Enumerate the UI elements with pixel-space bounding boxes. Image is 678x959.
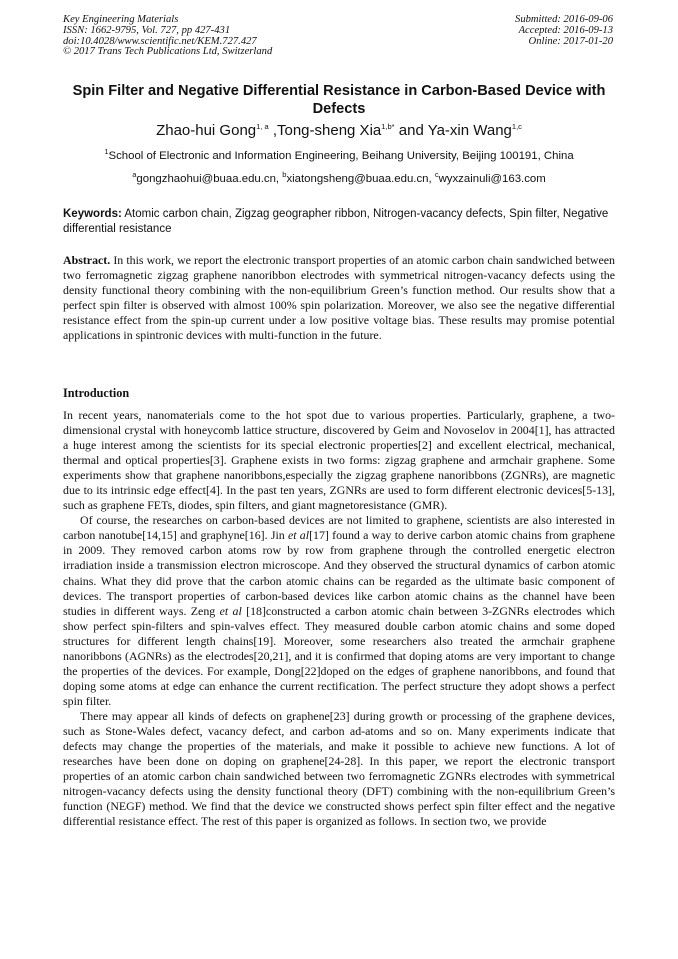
issn-line: ISSN: 1662-9795, Vol. 727, pp 427-431 [63, 24, 231, 36]
author-name: Ya-xin Wang [427, 122, 512, 139]
paper-title: Spin Filter and Negative Differential Resistance in Carbon-Based Device with Defects [72, 83, 606, 117]
keywords-label: Keywords: [63, 208, 122, 220]
paragraph: There may appear all kinds of defects on graphene[23] during growth or processing of the graphene devices, such as Stone-Wales defect, vacancy defect, and carbon ad-atoms and so on. Many experiments indicate that defects may change the properties of the materials, and make it possible to achieve new functions. A lot of researches have been done on doping on graphene[24-28]. In this paper, we report the electronic transport properties of an atomic carbon chain sandwiched between two ferromagnetic ZGNRs electrodes with symmetrical nitrogen-vacancy defects using the density functional theory (DFT) combining with the non-equilibrium Green’s function (NEGF) method. We find that the device we constructed shows perfect spin filter effect and the negative differential resistance effect. The rest of this paper is organized as follows. In section two, we provide [63, 708, 615, 829]
email-address: gongzhaohui@buaa.edu.cn, [136, 173, 283, 185]
paragraph-text: [18]constructed a carbon atomic chain between 3-ZGNRs electrodes which show perfect spin-filters and spin-valves effect. They measured double carbon atomic chains and some doped structures for different length chains[19]. Moreover, some researchers also treated the armchair graphene nanoribbons (AGNRs) as the electrodes[20,21], and it is confirmed that doping atoms are very important to change the properties of the devices. For example, Dong[22]doped on the edges of graphene nanoribbons, and found that doping some atoms at edge can enhance the current rectification. The perfect structure they adopt shows a perfect spin filter. [63, 603, 615, 708]
author-affiliation-mark: 1,c [511, 122, 522, 131]
author-affiliation-mark: 1, a [256, 122, 269, 131]
author-name: Zhao-hui Gong [156, 122, 257, 139]
author-name: Tong-sheng Xia [277, 122, 382, 139]
author-emails [40, 172, 638, 186]
abstract-label: Abstract. [63, 253, 111, 267]
email-address: wyxzainuli@163.com [438, 173, 546, 185]
accepted-date: Accepted: 2016-09-13 [518, 24, 613, 36]
abstract [63, 253, 615, 344]
online-date: Online: 2017-01-20 [528, 35, 613, 47]
email-address: xiatongsheng@buaa.edu.cn, [286, 173, 435, 185]
author-list [56, 122, 622, 140]
submitted-date: Submitted: 2016-09-06 [515, 14, 613, 25]
keywords [63, 207, 615, 236]
email-mark: c [434, 170, 439, 180]
author-separator: , [268, 122, 277, 139]
abstract-text: In this work, we report the electronic transport properties of an atomic carbon chain sandwiched between two ferromagnetic zigzag graphene nanoribbon electrodes with symmetrical nitrogen-vacancy defects using the density functional theory combining with the non-equilibrium Green’s function method. Our results show that a perfect spin filter is observed with almost 100% spin polarization. Moreover, we also see the negative differential resistance effect from the spin-up current under a low positive voltage bias. These results may promise potential applications in spintronic devices with multi-function in the future. [63, 253, 615, 343]
paragraph: In recent years, nanomaterials come to the hot spot due to various properties. Particularly, graphene, a two-dimensional crystal with honeycomb lattice structure, discovered by Geim and Novoselov in 2004[1], has attracted a huge interest among the scientists for its special electronic properties[2] and excellent electrical, mechanical, thermal and optical properties[3]. Graphene exists in two forms: zigzag graphene and armchair graphene. Some experiments show that graphene nanoribbons,especially the zigzag graphene nanoribbons (ZGNRs), are magnetic due to its intrinsic edge effect[4]. In the past ten years, ZGNRs are used to form different electronic devices[5-13], such as graphene FETs, diodes, spin filters, and giant magnetoresistance (GMR). [63, 408, 615, 513]
author-affiliation-mark: 1,b* [381, 122, 395, 131]
affiliation-text: School of Electronic and Information Engineering, Beihang University, Beijing 100191, China [108, 150, 574, 162]
journal-info [63, 15, 272, 58]
email-mark: a [132, 170, 137, 180]
et-al: et al [287, 528, 310, 543]
et-al: et al [219, 603, 242, 618]
introduction-body [63, 408, 615, 829]
author-separator: and [394, 122, 428, 139]
email-mark: b [282, 170, 287, 180]
copyright-line: © 2017 Trans Tech Publications Ltd, Switzerland [63, 46, 273, 58]
paragraph [63, 513, 615, 709]
doi-line: doi:10.4028/www.scientific.net/KEM.727.427 [63, 35, 257, 47]
publication-dates [515, 15, 613, 47]
paragraph-text: [17] found a way to derive carbon atomic chains from graphene in 2009. They removed carbon atoms row by row from graphene through the controlled energetic electron irradiation inside a transmission electron microscope. And they observed the structural dynamics of carbon atomic chains. What they did prove that the carbon atomic chains can be regarded as the ultimate basic component of devices. The transport properties of carbon-based devices like carbon atomic chains as the channel have been studies in different ways. Zeng [63, 528, 615, 618]
paragraph-text: Of course, the researches on carbon-based devices are not limited to graphene, scientists are also interested in carbon nanotube[14,15] and graphyne[16]. Jin [63, 513, 615, 543]
affiliation [40, 149, 638, 163]
section-heading-introduction: Introduction [63, 386, 130, 400]
keywords-text: Atomic carbon chain, Zigzag geographer ribbon, Nitrogen-vacancy defects, Spin filter, Negative differential resistance [63, 208, 609, 235]
journal-name: Key Engineering Materials [63, 14, 179, 25]
affiliation-mark: 1 [104, 147, 109, 157]
